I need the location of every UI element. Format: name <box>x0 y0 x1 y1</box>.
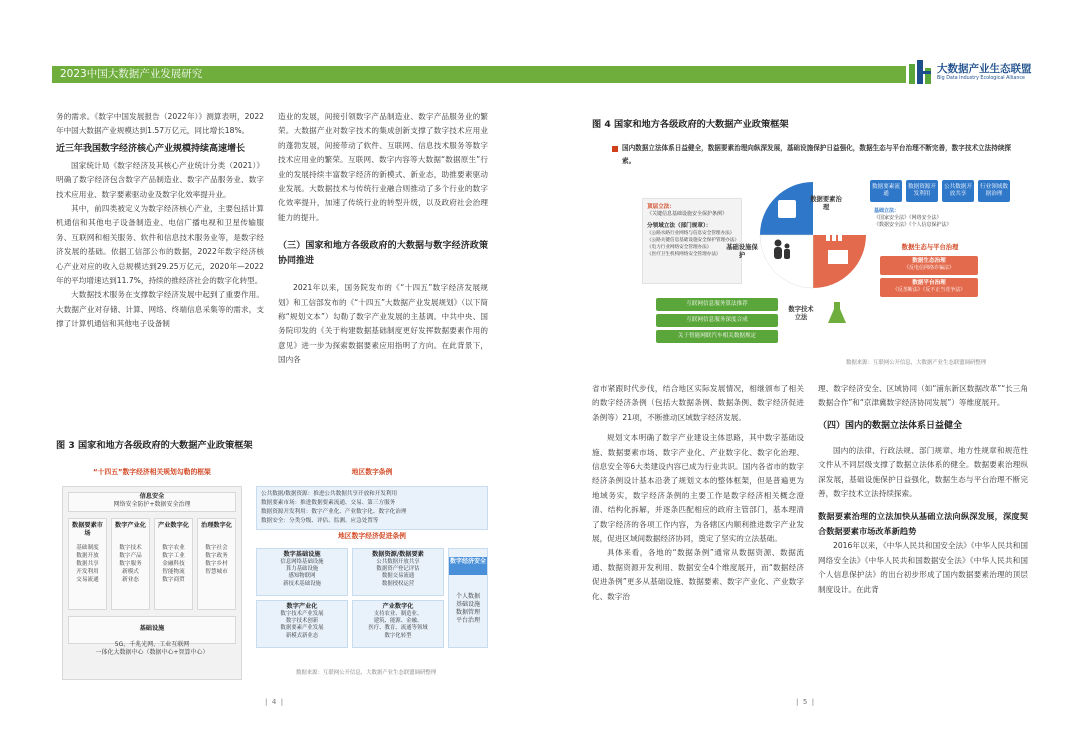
fig4-tech-tile: 关于智能网联汽车相关数据规定 <box>656 330 778 343</box>
paragraph: 大数据技术服务在支撑数字经济发展中起到了重要作用。大数据产业对存储、计算、网络、终端信息采集等的需求，支撑了计算机通信和其他电子设备制 <box>56 290 264 329</box>
fig3-cell-text: 支持农业、制造业、 建筑、能源、金融、 医疗、教育、流通等领域 数字化转型 <box>368 611 428 639</box>
paragraph: 2021年以来，国务院发布的《“十四五”数字经济发展规划》和工信部发布的《“十四五”大数据产业发展规划》（以下简称“规划文本”）勾勒了数字产业发展的主基调。中共中央、国务院印发的《关于构建数据基础制度更好发挥数据要素作用的意见》进一步为探索数据要素应用指明了方向。在此背景下，国内各 <box>278 283 488 365</box>
section-subheading: 近三年我国数字经济核心产业规模持续高速增长 <box>56 143 246 154</box>
fig4-heading: 国内数据立法体系日益健全，数据要素治理向纵深发展，基础设施保护日益强化，数据生态与平台治理不断完善，数字技术立法持续探索。 <box>622 144 1012 165</box>
fig3-left-title: “十四五”数字经济相关规划勾勒的框架 <box>93 468 211 476</box>
paragraph: 省市紧跟时代步伐，结合地区实际发展情况，相继颁布了相关的数字经济条例（包括大数据条例、数据条例、数字经济促进条例等）21项，不断推动区域数字经济发展。 <box>592 384 804 422</box>
fig4-platform-tile-text: 《反垄断法》《反不正当竞争法》 <box>892 287 966 293</box>
fig3-pillar-title: 数据要素市场 <box>72 522 103 537</box>
right-page-column-2 <box>818 382 1028 597</box>
fig3-regional-line: 公共数据/数据资源：推进公共数据共享开放和开发利用 <box>261 491 398 497</box>
fig4-mid-item: 《医疗卫生机构网络安全管理办法》 <box>647 252 721 257</box>
bar-chart-icon <box>824 220 846 242</box>
left-page-column-1 <box>56 110 264 332</box>
document-icon <box>778 200 796 218</box>
fig3-cell-title: 数字基础设施 <box>283 551 321 558</box>
fig4-basic-law-items <box>874 215 1010 229</box>
fig4-left-panel <box>642 198 742 284</box>
fig3-security-text: 个人数据 基础设施 数据管理 平台治理 <box>455 593 480 624</box>
figure-4-title: 图 4 国家和地方各级政府的大数据产业政策框架 <box>592 119 789 130</box>
fig3-promotion-title: 地区数字经济促进条例 <box>338 532 406 540</box>
fig3-info-security-title: 信息安全 <box>139 493 165 500</box>
fig3-regional-lines <box>261 490 483 526</box>
right-page-column-1 <box>592 382 804 604</box>
fig3-regional-line: 数据要素市场：推进数据要素流通、交易、第三方服务 <box>261 500 396 506</box>
fig4-bullet <box>612 146 618 152</box>
figure-3-title: 图 3 国家和地方各级政府的大数据产业政策框架 <box>56 440 253 451</box>
fig3-cell <box>256 548 348 596</box>
fig3-pillar <box>154 518 193 610</box>
fig3-infra-title: 基础设施 <box>139 625 165 632</box>
fig3-cell <box>352 548 444 596</box>
fig3-regional-box <box>256 486 488 530</box>
fig3-info-security <box>68 492 236 512</box>
paragraph: 具体来看，各地的“数据条例”通常从数据资源、数据流通、数据资源开发利用、数据安全4个维度展开，而“数据经济促进条例”更多从基础设施、数据要素、数字产业化、产业数字化、数字治 <box>592 548 804 601</box>
fig4-platform-tile-text: 《反电信网络诈骗法》 <box>903 265 954 271</box>
fig3-infra-text: 5G、千兆光网、工业互联网 一体化大数据中心（数据中心+智算中心） <box>95 641 209 656</box>
paragraph: 理、数字经济安全、区域协同（如“浦东新区数据改革”“长三角数据合作”和“京津冀数字经济协同发展”）等维度展开。 <box>818 384 1028 408</box>
fig4-source: 数据来源：互联网公开信息，大数据产业生态联盟调研整理 <box>846 360 987 366</box>
fig3-cell <box>256 600 348 648</box>
fig4-platform-tile-title: 数据平台治理 <box>912 280 946 286</box>
fig3-security-title: 数字经济安全 <box>449 557 487 575</box>
fig4-label-platform: 数据生态与平台治理 <box>901 244 959 251</box>
paragraph: 其中，前四类被定义为数字经济核心产业，主要包括计算机通信和其他电子设备制造业、电信广播电视和卫星传输服务、互联网和相关服务、软件和信息技术服务业等，是数字经济发展的基础。依据工信部公布的数据，2022年数字经济核心产业对应的收入总规模达到29.25万亿元，2020年—2022年的平均增速达到11.7%，持续的推经济社会的数字化转型。 <box>56 204 264 286</box>
flask-icon <box>826 300 848 326</box>
fig4-basic-law <box>870 208 1010 230</box>
left-page-column-2 <box>278 110 488 368</box>
fig3-pillar-text: 数字技术 数字产品 数字服务 新模式 新业态 <box>119 545 142 583</box>
header-bar-right <box>588 66 906 83</box>
running-header-title: 2023中国大数据产业发展研究 <box>60 68 203 80</box>
fig3-cell-title: 产业数字化 <box>382 603 414 610</box>
fig4-top-tile: 公共数据开放共享 <box>942 180 974 202</box>
fig4-mid-title: 分领域立法（部门规章）： <box>647 223 712 229</box>
fig4-top-text: 《关键信息基础设施安全保护条例》 <box>647 211 728 217</box>
fig3-cell <box>352 600 444 648</box>
fig3-cell-text: 数字技术产业发展 数字技术创新 数据要素产业发展 新模式新业态 <box>280 611 324 639</box>
fig3-security-cell <box>448 548 488 648</box>
logo-chinese-name: 大数据产业生态联盟 <box>937 63 1032 75</box>
alliance-logo-icon <box>908 58 934 86</box>
chart-icon <box>828 250 848 264</box>
fig4-label-infra: 基础设施保护 <box>726 244 758 259</box>
fig3-pillar-text: 基础制度 数据开放 数据共享 开发利用 交易流通 <box>76 545 99 583</box>
section-heading: （四）国内的数据立法体系日益健全 <box>818 420 963 431</box>
fig4-basic-law-label: 基础立法： <box>874 208 900 214</box>
page-number-right: | 5 | <box>796 698 815 706</box>
paragraph: 规划文本明确了数字产业建设主体思路，其中数字基础设施、数据要素市场、数字产业化、产业数字化、数字化治理、信息安全等6大类建设内容已成为行业共识。国内各省市的数字经济条例设计基本沿袭了规划文本的整体框架，但是普遍更为地域务实，数字经济条例的主要工作是数字经济相关概念澄清、结构化拆解，并逐条匹配相应的政府主管部门，基本理清了数字经济的各项工作内容，为各辖区内顺利推进数字产业发展，促进区域间数据经济协同，奠定了坚实的立法基础。 <box>592 433 804 544</box>
fig3-info-security-text: 网络安全防护+数据安全治理 <box>113 501 191 508</box>
fig3-pillar <box>68 518 107 610</box>
fig3-regional-line: 数据安全：分类分级、评估、监测、应急处置等 <box>261 518 379 524</box>
fig4-basic-law-item: 《数据安全法》《个人信息保护法》 <box>874 222 952 228</box>
section-subheading: 数据要素治理的立法加快从基础立法向纵深发展，深度契合数据要素市场改革新趋势 <box>818 511 1028 536</box>
paragraph: 国内的法律、行政法规、部门规章、地方性规章和规范性文件从不同层级支撑了数据立法体系的健全。数据要素治理纵深发展，基础设施保护日益强化，数据生态与平台治理不断完善，数字技术立法持续探索。 <box>818 445 1028 499</box>
fig3-right-title: 地区数字条例 <box>351 468 393 476</box>
fig3-pillar-text: 数字农业 数字工业 金融科技 智能物流 数字商贸 <box>162 545 185 583</box>
fig3-pillar <box>111 518 150 610</box>
fig3-pillar <box>197 518 236 610</box>
fig4-platform-tile <box>880 278 978 297</box>
fig4-top-title: 顶层立法： <box>647 204 675 210</box>
fig4-top-tile: 行业领域数据治理 <box>978 180 1010 202</box>
fig4-mid-items <box>647 230 737 258</box>
figure-3 <box>56 466 488 678</box>
fig3-cell-title: 数字产业化 <box>286 603 318 610</box>
people-icon <box>772 238 792 260</box>
fig4-top-tile: 数据资源开发利用 <box>906 180 938 202</box>
fig3-pillar-title: 数字产业化 <box>115 522 146 529</box>
fig4-label-tech: 数字技术立法 <box>788 306 814 321</box>
fig4-label-data-gov: 数据要素治理 <box>810 196 842 211</box>
fig3-source: 数据来源：互联网公开信息，大数据产业生态联盟调研整理 <box>296 670 437 676</box>
logo-english-name: Big Data Industry Ecological Alliance <box>937 76 1025 81</box>
fig3-pillar-text: 数字社会 数字政务 数字乡村 智慧城市 <box>205 545 228 575</box>
fig3-infrastructure <box>68 616 236 656</box>
fig3-regional-line: 数据资源开发利用：数字产业化、产业数字化、数字化治理 <box>261 509 407 515</box>
fig4-tech-tile: 互联网信息服务深度合成 <box>656 314 778 327</box>
paragraph: 造业的发展，间接引领数字产品制造业、数字产品服务业的繁荣。大数据产业对数字技术的集成创新支撑了数字技术应用业的蓬勃发展，间接带动了软件、互联网、信息技术服务等数字技术应用业的繁荣。互联网、数字内容等大数据“数据原生”行业的发展持续丰富数字经济的新模式、新业态，助推要素驱动业发展。大数据技术与传统行业融合则推动了多个行业的数字化效率提升，加速了传统行业的转型升级，以及政府社会治理能力的提升。 <box>278 112 488 222</box>
fig4-top-tile: 数据要素流通 <box>870 180 902 202</box>
fig4-mid-item: 《电力行业网络安全管理办法》 <box>647 245 712 250</box>
fig3-pillar-title: 治理数字化 <box>201 522 232 529</box>
fig4-tech-tile: 互联网信息服务算法推荐 <box>656 298 778 311</box>
section-heading: （三）国家和地方各级政府的大数据与数字经济政策协同推进 <box>278 241 488 267</box>
fig4-platform-tile-title: 数据生态治理 <box>912 258 946 264</box>
fig3-cell-text: 信息网络基础设施 算力基础设施 感知物联网 新技术基础设施 <box>280 559 324 587</box>
paragraph: 务的需求。《数字中国发展报告（2022年）》测算表明，2022年中国大数据产业规模达到1.57万亿元，同比增长18%。 <box>56 112 264 136</box>
fig3-cell-text: 公共数据开放共享 数据资产登记评估 数据交易流通 数据授权运营 <box>376 559 420 587</box>
fig3-cell-title: 数据资源/数据要素 <box>372 551 424 558</box>
alliance-logo <box>908 58 1032 86</box>
fig4-platform-tile <box>880 256 978 275</box>
fig4-mid-item: 《公路关键信息基础设施安全保护管理办法》 <box>647 238 739 243</box>
paragraph: 国家统计局《数字经济及其核心产业统计分类（2021）》明确了数字经济包含数字产品制造业、数字产品服务业、数字技术应用业、数字要素驱动业及数字化效率提升业。 <box>56 160 264 199</box>
fig4-basic-law-item: 《国家安全法》《网络安全法》 <box>874 215 942 221</box>
page-number-left: | 4 | <box>265 698 284 706</box>
fig4-mid-item: 《公路水路行业网络与信息安全管理办法》 <box>647 231 735 236</box>
paragraph: 2016年以来，《中华人民共和国安全法》《中华人民共和国网络安全法》《中华人民共和国数据安全法》《中华人民共和国个人信息保护法》的出台初步形成了国内数据要素治理的顶层制度设计。在此背 <box>818 541 1028 594</box>
figure-4 <box>598 140 1026 372</box>
fig3-pillar-title: 产业数字化 <box>158 522 189 529</box>
